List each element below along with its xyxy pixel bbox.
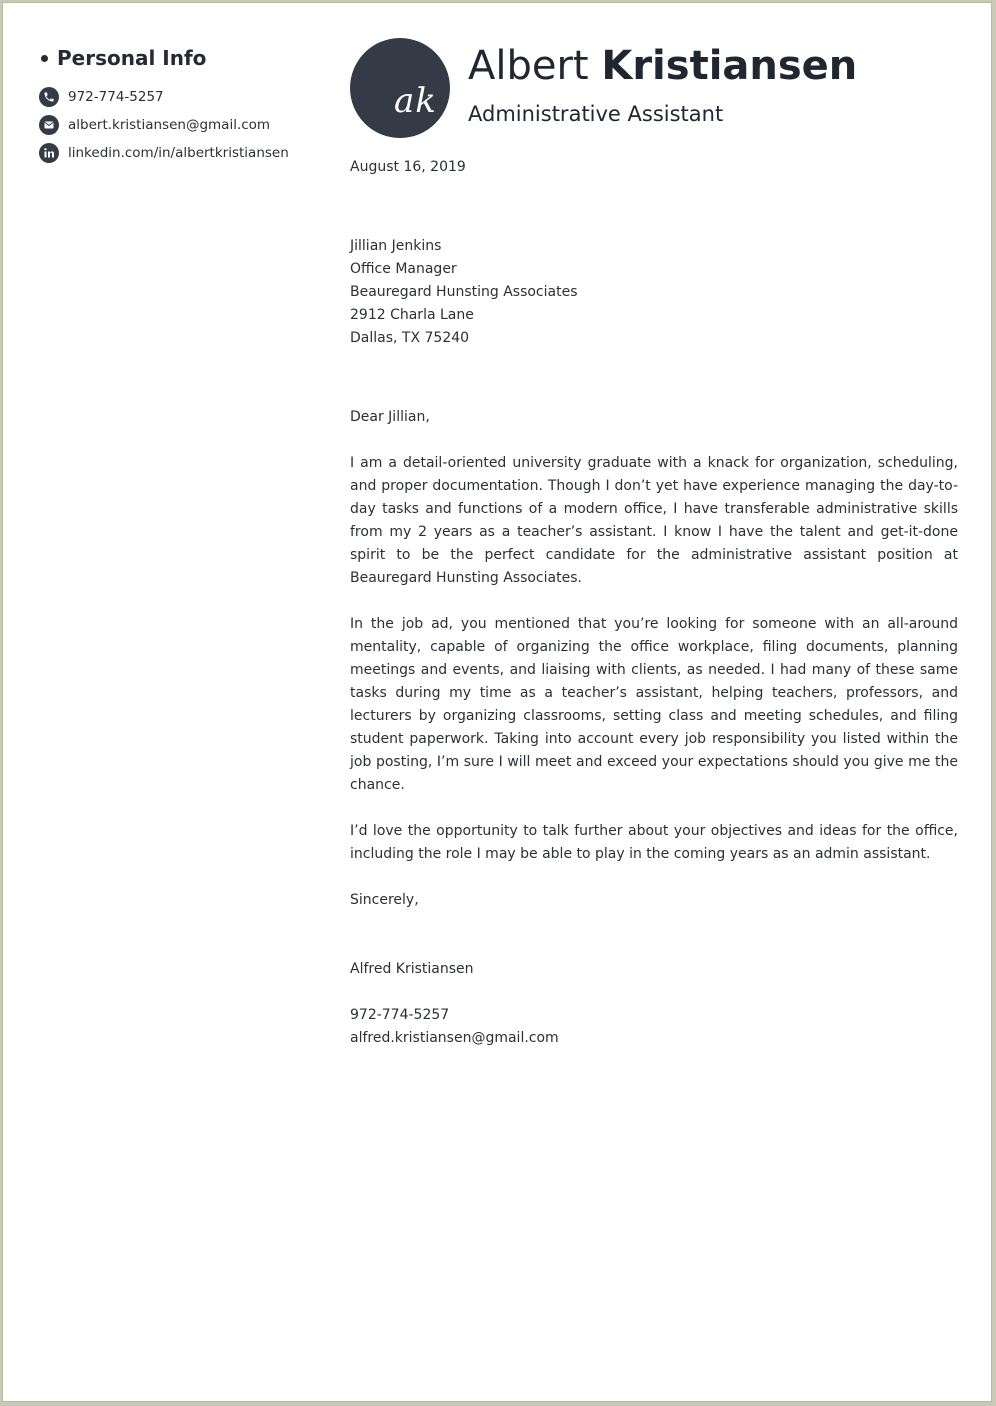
signature-name: Alfred Kristiansen (350, 961, 474, 977)
letter-page (2, 2, 992, 1402)
bullet-icon (41, 55, 48, 62)
avatar-initials: ak (394, 81, 437, 121)
job-title: Administrative Assistant (468, 102, 724, 126)
recipient-name: Jillian Jenkins (350, 238, 442, 254)
body-paragraph-3: I’d love the opportunity to talk further about your objectives and ideas for the office, including the role I may be able to play in the coming years as an admin assistant. (350, 823, 958, 862)
phone-icon (39, 87, 59, 107)
personal-info-heading (39, 43, 329, 73)
page-title (468, 44, 857, 88)
personal-info-label: Personal Info (57, 46, 207, 70)
email-link[interactable]: albert.kristiansen@gmail.com (68, 117, 271, 133)
body-paragraph-2: In the job ad, you mentioned that you’re looking for someone with an all-around mentality, capable of organizing the office workplace, filing documents, planning meetings and events, and liaising with clients, as needed. I had many of these same tasks during my time as a teacher’s assistant, helping teachers, professors, and lecturers by organizing classrooms, setting class and meeting schedules, and filing student paperwork. Taking into account every job responsibility you listed within the job posting, I’m sure I will meet and exceed your expectations should you give me the chance. (350, 616, 958, 793)
linkedin-icon (39, 143, 59, 163)
signature-phone: 972-774-5257 (350, 1007, 450, 1023)
letter-date: August 16, 2019 (350, 159, 466, 175)
linkedin-link[interactable]: linkedin.com/in/albertkristiansen (68, 145, 289, 161)
sidebar (39, 43, 329, 167)
recipient-street: 2912 Charla Lane (350, 307, 474, 323)
salutation: Dear Jillian, (350, 409, 430, 425)
last-name: Kristiansen (601, 43, 858, 89)
signature-email[interactable]: alfred.kristiansen@gmail.com (350, 1030, 559, 1046)
recipient-block (350, 235, 958, 350)
closing: Sincerely, (350, 892, 419, 908)
contact-email (39, 111, 329, 139)
phone-text: 972-774-5257 (68, 89, 164, 105)
email-icon (39, 115, 59, 135)
header (350, 38, 970, 140)
contact-phone (39, 83, 329, 111)
signature-contact (350, 1004, 958, 1050)
recipient-title: Office Manager (350, 261, 457, 277)
body-paragraph-1: I am a detail-oriented university graduate with a knack for organization, scheduling, and proper documentation. Though I don’t yet have experience managing the day-to-day tasks and functions of a modern office, I have transferable administrative skills from my 2 years as a teacher’s assistant. I know I have the talent and get-it-done spirit to be the perfect candidate for the administrative assistant position at Beauregard Hunsting Associates. (350, 455, 958, 586)
recipient-company: Beauregard Hunsting Associates (350, 284, 578, 300)
recipient-city: Dallas, TX 75240 (350, 330, 470, 346)
letter-body (350, 156, 958, 1050)
avatar (350, 38, 450, 138)
first-name: Albert (468, 43, 589, 89)
contact-linkedin (39, 139, 329, 167)
